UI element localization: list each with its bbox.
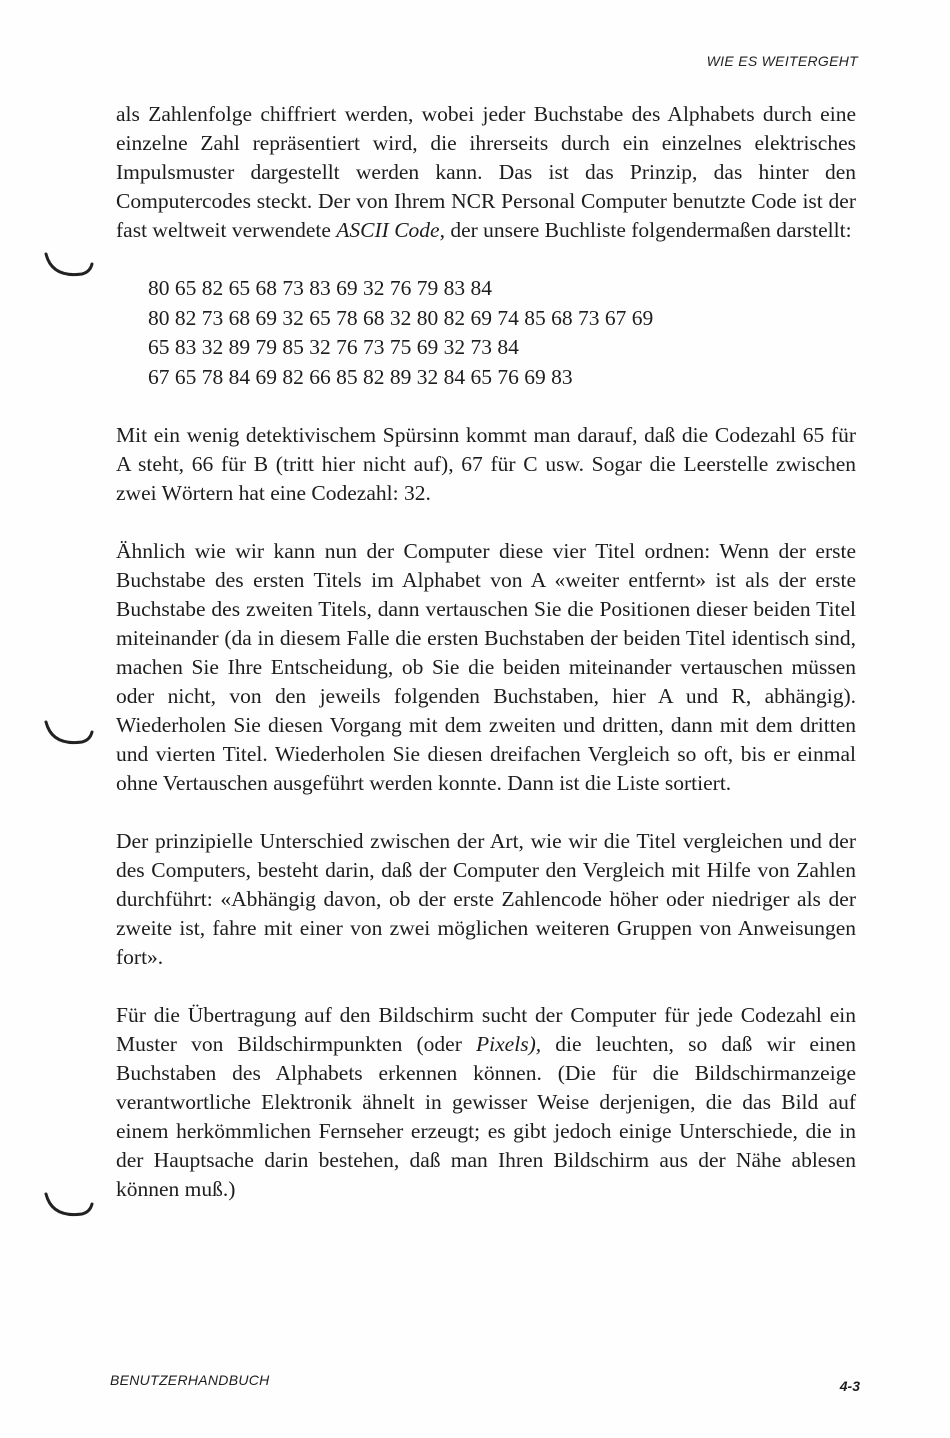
running-header: WIE ES WEITERGEHT	[706, 53, 858, 69]
code-line: 65 83 32 89 79 85 32 76 73 75 69 32 73 84	[148, 335, 519, 359]
code-line: 67 65 78 84 69 82 66 85 82 89 32 84 65 76 69 83	[148, 364, 573, 389]
paragraph-code-explanation: Mit ein wenig detektivischem Spürsinn kommt man darauf, daß die Codezahl 65 für A steht, 66 für B (tritt hier nicht auf), 67 für C usw. Sogar die Leerstelle zwischen zwei Wörtern hat eine Codezahl: 32.	[116, 423, 856, 505]
code-line: 80 82 73 68 69 32 65 78 68 32 80 82 69 74 85 68 73 67 69	[148, 305, 654, 330]
paragraph-sorting: Ähnlich wie wir kann nun der Computer diese vier Titel ordnen: Wenn der erste Buchstabe des ersten Titels im Alphabet von A «weiter entfernt» ist als der erste Buchstabe des zweiten Titels, dann vertauschen Sie die Positionen dieser beiden Titel miteinander (da in diesem Falle die ersten Buchstaben der beiden Titel identisch sind, machen Sie Ihre Entscheidung, ob Sie die beiden miteinander vertauschen müssen oder nicht, von den jeweils folgenden Buchstaben, hier A und R, abhängig). Wiederholen Sie diesen Vorgang mit dem zweiten und dritten, dann mit dem dritten und vierten Titel. Wiederholen Sie diesen dreifachen Vergleich so oft, bis er einmal ohne Vertauschen ausgeführt werden konnte. Dann ist die Liste sortiert.	[116, 539, 856, 795]
term-ascii-code: ASCII Code,	[336, 218, 445, 242]
binder-hole-mark	[42, 1184, 94, 1224]
binder-hole-mark	[42, 244, 94, 284]
paragraph-text: Für die Übertragung auf den Bildschirm sucht der Computer für jede Codezahl ein Muster von Bildschirmpunkten (oder	[116, 1003, 856, 1056]
paragraph-text: als Zahlenfolge chiffriert werden, wobei jeder Buchstabe des Alphabets durch eine einzelne Zahl repräsentiert wird, die ihrerseits durch ein einzelnes elektrisches Impulsmuster dargestellt werden kann. Das ist das Prinzip, das hinter den Computercodes steckt. Der von Ihrem NCR Personal Computer benutzte Code ist der fast weltweit verwendete	[116, 102, 856, 242]
paragraph-screen-display	[104, 1001, 856, 1204]
code-line: 80 65 82 65 68 73 83 69 32 76 79 83 84	[148, 276, 492, 300]
term-pixels: Pixels),	[476, 1032, 542, 1056]
paragraph-text: die leuchten, so daß wir einen Buchstaben des Alphabets erkennen können. (Die für die Bildschirmanzeige verantwortliche Elektronik ähnelt in gewisser Weise derjenigen, die das Bild auf einem herkömmlichen Fernseher erzeugt; es gibt jedoch einige Unterschiede, die in der Hauptsache darin bestehen, daß man Ihren Bildschirm aus der Nähe ablesen können muß.)	[116, 1032, 856, 1201]
binder-hole-mark	[42, 712, 94, 752]
paragraph-comparison: Der prinzipielle Unterschied zwischen der Art, wie wir die Titel vergleichen und der des Computers, besteht darin, daß der Computer den Vergleich mit Hilfe von Zahlen durchführt: «Abhängig davon, ob der erste Zahlencode höher oder niedriger als der zweite ist, fahre mit einer von zwei möglichen weiteren Gruppen von Anweisungen fort».	[116, 829, 856, 969]
body-text	[104, 100, 856, 1204]
paragraph-ascii-intro	[104, 100, 856, 245]
paragraph-text: der unsere Buchliste folgendermaßen darstellt:	[444, 218, 852, 242]
footer-manual-title: BENUTZERHANDBUCH	[110, 1372, 270, 1388]
page-number: 4-3	[839, 1378, 860, 1394]
ascii-code-list	[148, 274, 856, 392]
